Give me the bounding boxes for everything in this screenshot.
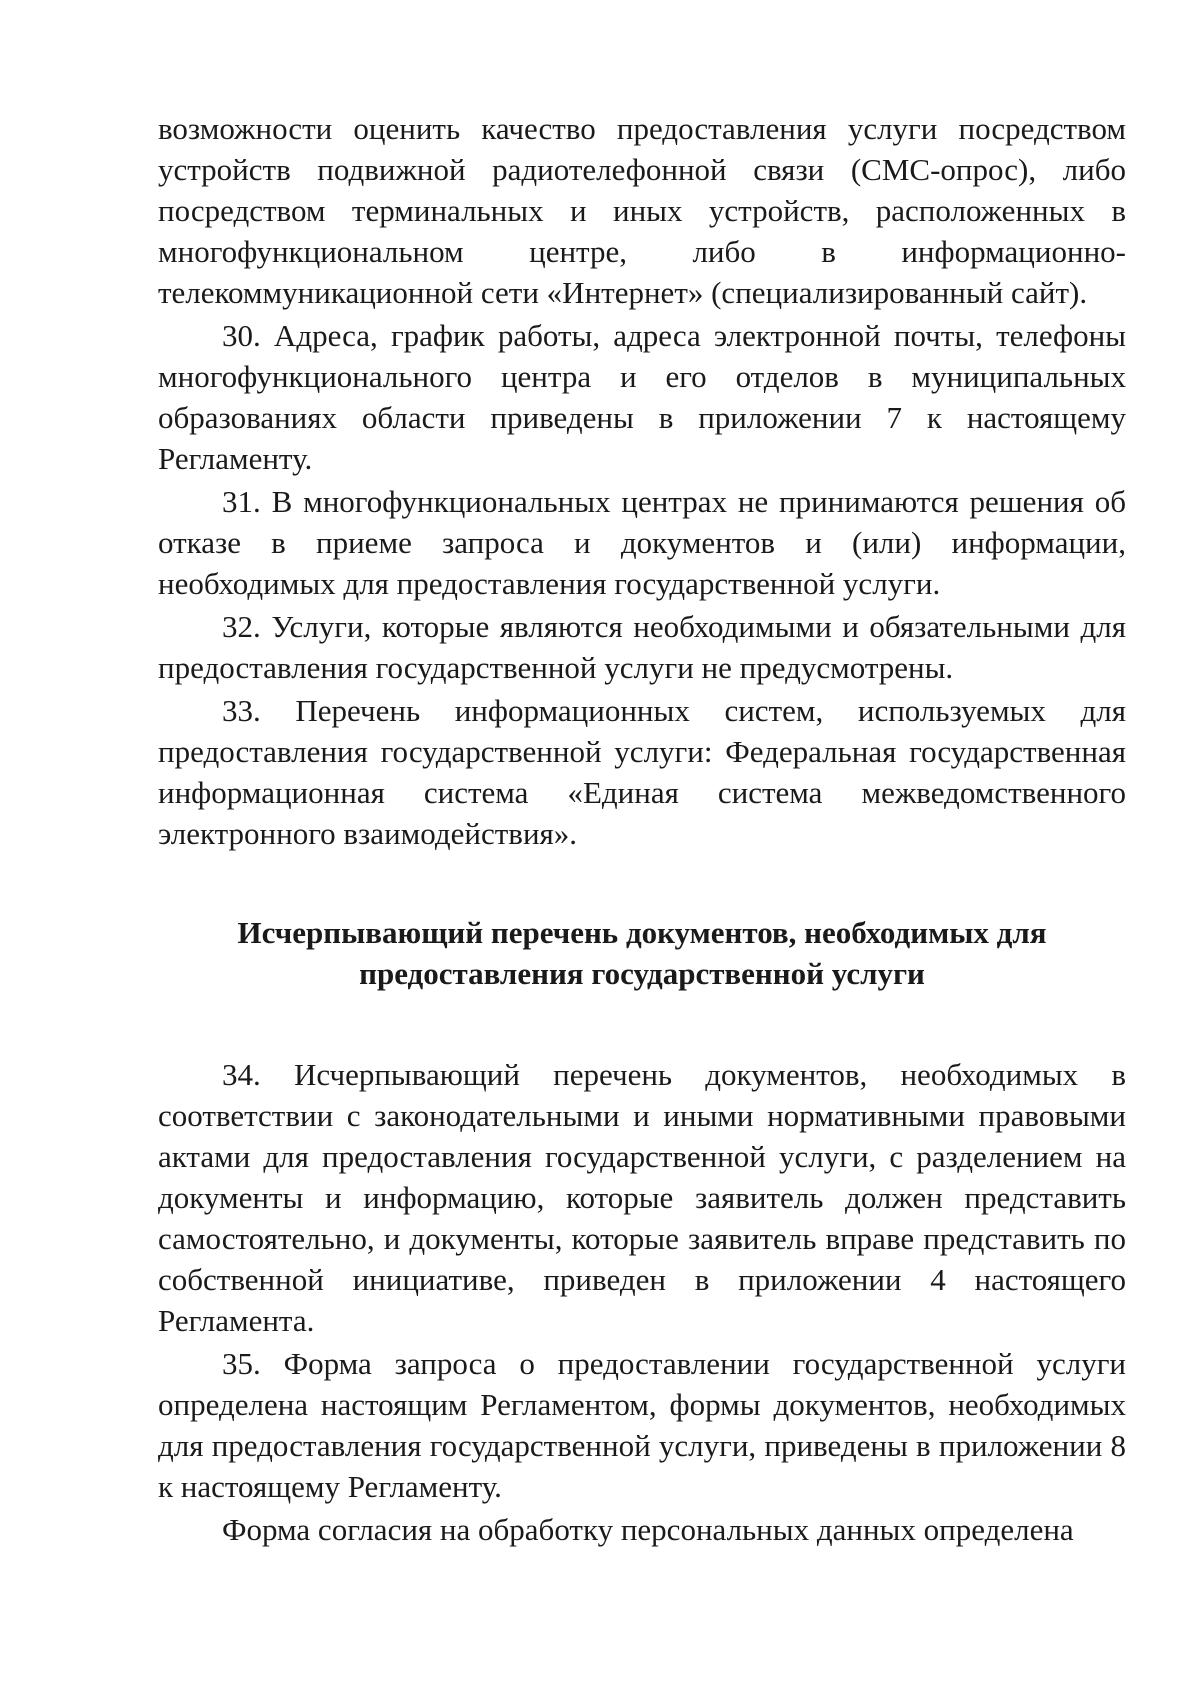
paragraph-31: 31. В многофункциональных центрах не принимаются решения об отказе в приеме запроса и документов и (или) информации, необходимых для предоставления государственной услуги. [158,484,1126,601]
section-heading [158,912,1126,994]
paragraph-35: 35. Форма запроса о предоставлении государственной услуги определена настоящим Регламентом, формы документов, необходимых для предоставления государственной услуги, приведены в приложении 8 к настоящему Регламенту. [158,1346,1126,1504]
section-heading-line-1: Исчерпывающий перечень документов, необходимых для [237,915,1047,950]
section-heading-line-2: предоставления государственной услуги [359,956,925,991]
paragraph-33: 33. Перечень информационных систем, используемых для предоставления государственной услуги: Федеральная государственная информационная система «Единая система межведомственного электронного взаимодействия». [158,693,1126,851]
paragraph-30: 30. Адреса, график работы, адреса электронной почты, телефоны многофункционального центра и его отделов в муниципальных образованиях области приведены в приложении 7 к настоящему Регламенту. [158,318,1126,476]
paragraph-continuation: возможности оценить качество предоставления услуги посредством устройств подвижной радиотелефонной связи (СМС-опрос), либо посредством терминальных и иных устройств, расположенных в многофункциональном центре, либо в информационно-телекоммуникационной сети «Интернет» (специализированный сайт). [158,111,1126,310]
paragraph-34: 34. Исчерпывающий перечень документов, необходимых в соответствии с законодательными и иными нормативными правовыми актами для предоставления государственной услуги, с разделением на документы и информацию, которые заявитель должен представить самостоятельно, и документы, которые заявитель вправе представить по собственной инициативе, приведен в приложении 4 настоящего Регламента. [158,1057,1126,1338]
document-body [158,108,1126,1550]
paragraph-32: 32. Услуги, которые являются необходимыми и обязательными для предоставления государственной услуги не предусмотрены. [158,609,1126,685]
paragraph-consent-form: Форма согласия на обработку персональных данных определена [222,1512,1074,1547]
